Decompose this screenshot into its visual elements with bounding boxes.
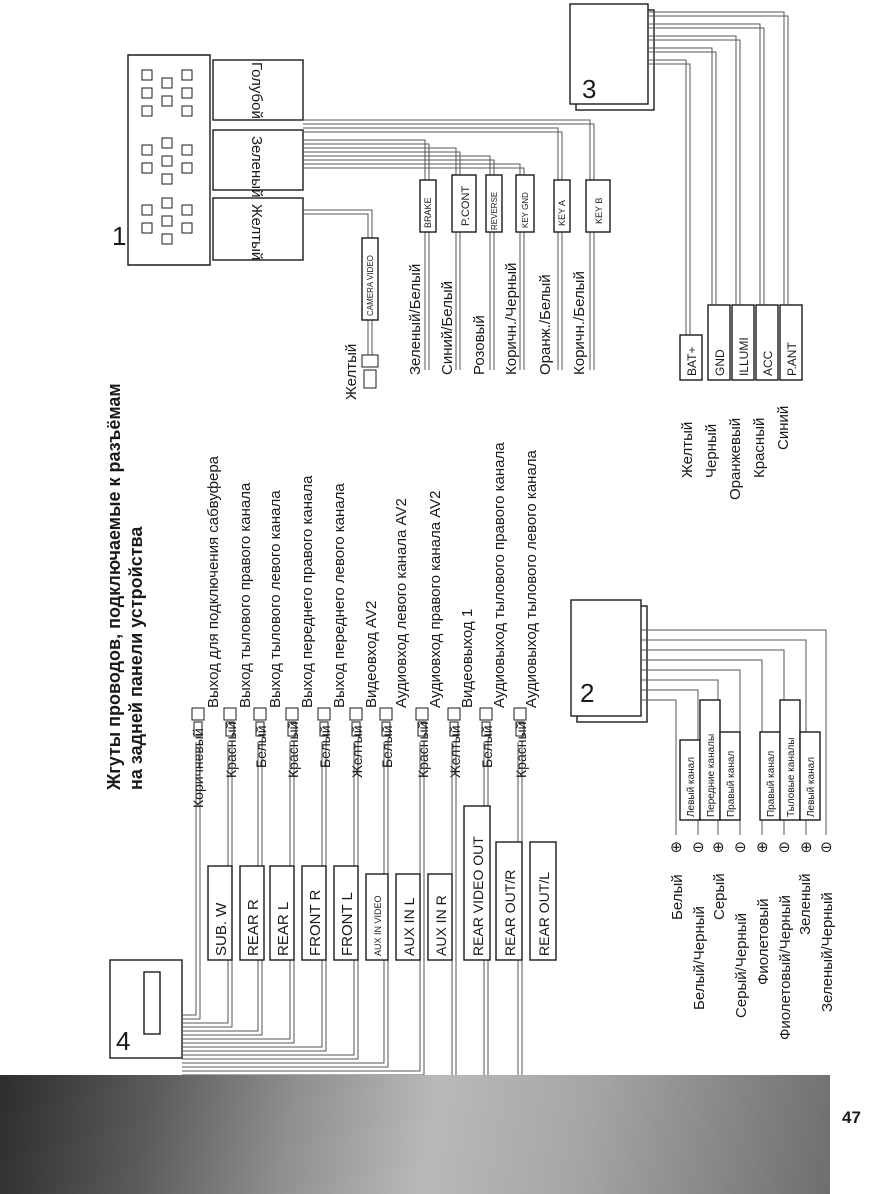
- tag-acc: ACC: [761, 350, 775, 376]
- color-keygnd: Коричн./Черный: [503, 262, 520, 375]
- group-front: Передние каналы: [706, 733, 717, 817]
- polarity-6: ⊖: [778, 839, 791, 856]
- polarity-8: ⊖: [820, 839, 833, 856]
- color-reverse: Розовый: [471, 315, 488, 375]
- connector-3-tags: [679, 305, 802, 500]
- title-line-1: Жгуты проводов, подключаемые к разъёмам: [104, 383, 124, 790]
- color-gnd: Черный: [703, 423, 720, 478]
- tag-batplus: BAT+: [685, 346, 699, 376]
- connector-1-number: 1: [112, 221, 127, 251]
- connector-4-latch: [144, 972, 160, 1034]
- connector-4-colors: [190, 722, 529, 808]
- spk-color-2: Белый/Черный: [691, 906, 708, 1010]
- group-front-left: Левый канал: [686, 756, 697, 817]
- group-rear-right: Правый канал: [766, 750, 777, 817]
- socket-green-label: Зеленый: [248, 136, 265, 198]
- tag-rearvideoout: REAR VIDEO OUT: [470, 836, 486, 956]
- connector-3-number: 3: [582, 74, 597, 104]
- spk-color-5: Фиолетовый: [755, 898, 772, 985]
- desc-rearvideoout: Видеовыход 1: [459, 608, 476, 708]
- tag-keya: KEY A: [557, 200, 567, 226]
- rca-color-7: Белый: [379, 725, 395, 768]
- connector-2: [571, 600, 647, 722]
- color-brake: Зеленый/Белый: [407, 263, 424, 375]
- group-front-right: Правый канал: [726, 750, 737, 817]
- desc-auxinvideo: Видеовход AV2: [363, 600, 380, 708]
- rca-color-1: Коричневый: [190, 728, 206, 808]
- connector-1-tags: [407, 175, 610, 375]
- camera-video-lead: [343, 238, 378, 400]
- spk-color-6: Фиолетовый/Черный: [777, 895, 794, 1040]
- spk-color-8: Зеленый/Черный: [819, 892, 836, 1012]
- color-keya: Оранж./Белый: [537, 274, 554, 375]
- socket-yellow-label: Желтый: [248, 204, 265, 261]
- color-illumi: Оранжевый: [727, 417, 744, 500]
- polarity-3: ⊕: [712, 839, 725, 856]
- polarity-1: ⊕: [670, 839, 683, 856]
- tag-rearr: REAR R: [245, 899, 262, 956]
- rca-color-8: Красный: [415, 721, 431, 778]
- polarity-4: ⊖: [734, 839, 747, 856]
- rca-color-4: Красный: [285, 721, 301, 778]
- connector-4: [110, 960, 182, 1058]
- rca-color-2: Красный: [223, 721, 239, 778]
- tag-brake: BRAKE: [423, 197, 433, 228]
- desc-rearr: Выход тылового правого канала: [237, 482, 254, 708]
- connector-4-tags: [208, 806, 556, 960]
- color-acc: Красный: [751, 417, 768, 478]
- rca-color-3: Белый: [253, 725, 269, 768]
- color-pcont: Синий/Белый: [439, 280, 456, 375]
- page-number: 47: [842, 1108, 861, 1127]
- tag-auxinvideo: AUX IN VIDEO: [373, 895, 383, 956]
- color-batplus: Желтый: [679, 421, 696, 478]
- tag-auxinr: AUX IN R: [433, 895, 449, 956]
- desc-rearoutr: Аудиовыход тылового правого канала: [491, 442, 508, 708]
- group-rear: Тыловые каналы: [786, 737, 797, 817]
- tag-gnd: GND: [713, 349, 727, 376]
- spk-color-3: Серый: [711, 873, 728, 920]
- tag-rearl: REAR L: [275, 901, 292, 956]
- polarity-5: ⊕: [756, 839, 769, 856]
- tag-reverse: REVERSE: [490, 191, 499, 230]
- spk-color-7: Зеленый: [797, 873, 814, 935]
- desc-auxinr: Аудиовход правого канала AV2: [427, 490, 444, 708]
- camera-plug-sleeve: [362, 355, 378, 367]
- connector-2-polarity: [670, 839, 833, 856]
- connector-2-number: 2: [580, 678, 595, 708]
- tag-keygnd: KEY GND: [521, 192, 530, 228]
- rca-color-5: Белый: [317, 725, 333, 768]
- tag-auxinl: AUX IN L: [401, 897, 417, 956]
- spk-color-1: Белый: [669, 874, 686, 920]
- desc-frontr: Выход переднего правого канала: [299, 475, 316, 708]
- rca-color-10: Белый: [479, 725, 495, 768]
- polarity-2: ⊖: [692, 839, 705, 856]
- socket-blue-label: Голубой: [248, 62, 265, 119]
- camera-color: Желтый: [343, 343, 360, 400]
- desc-frontl: Выход переднего левого канала: [331, 483, 348, 708]
- footer-photo-band: [0, 1075, 830, 1194]
- tag-rearoutl: REAR OUT/L: [536, 871, 552, 956]
- camera-video-tag: CAMERA VIDEO: [366, 255, 375, 316]
- polarity-7: ⊕: [800, 839, 813, 856]
- tag-frontr: FRONT R: [307, 889, 324, 956]
- tag-pcont: P.CONT: [460, 185, 472, 226]
- tag-illumi: ILLUMI: [737, 337, 751, 376]
- rca-color-11: Красный: [513, 721, 529, 778]
- tag-rearoutr: REAR OUT/R: [502, 869, 518, 956]
- connector-3: [570, 4, 654, 110]
- desc-rearl: Выход тылового левого канала: [267, 490, 284, 708]
- title-line-2: на задней панели устройства: [126, 526, 146, 790]
- desc-subw: Выход для подключения сабвуфера: [205, 455, 222, 708]
- connector-2-colors: [669, 873, 836, 1040]
- camera-plug-tip: [364, 370, 376, 388]
- tag-keyb: KEY B: [594, 197, 604, 224]
- connector-3-wires: [648, 12, 788, 335]
- tag-frontl: FRONT L: [339, 892, 356, 956]
- connector-4-number: 4: [116, 1026, 131, 1056]
- group-rear-left: Левый канал: [806, 756, 817, 817]
- connector-1: [112, 55, 303, 265]
- desc-rearoutl: Аудиовыход тылового левого канала: [523, 450, 540, 708]
- tag-subw: SUB. W: [213, 902, 230, 956]
- color-keyb: Коричн./Белый: [571, 271, 588, 375]
- rca-color-6: Желтый: [349, 725, 365, 778]
- color-pant: Синий: [775, 405, 792, 450]
- tag-pant: P.ANT: [785, 342, 799, 376]
- rca-color-9: Желтый: [447, 725, 463, 778]
- connector-4-descriptions: [205, 442, 540, 708]
- spk-color-4: Серый/Черный: [733, 913, 750, 1018]
- connector-2-groups: [680, 700, 820, 820]
- desc-auxinl: Аудиовход левого канала AV2: [393, 498, 410, 708]
